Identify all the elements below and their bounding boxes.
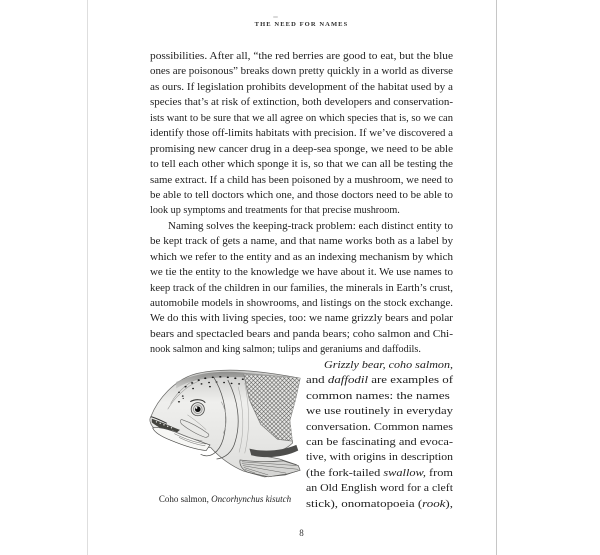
figure-caption [148, 494, 302, 504]
text-segment: can be fascinating and evoca- [306, 436, 453, 448]
figure-coho-salmon [148, 366, 302, 504]
text-segment: Coho salmon, [158, 493, 212, 504]
text-segment: look up symptoms and treatments for that precise mushroom. [150, 205, 400, 217]
text-line [150, 342, 453, 357]
text-line [150, 203, 453, 218]
italic-text: Grizzly bear, coho salmon, [324, 359, 454, 371]
text-segment: (the fork-tailed [306, 467, 384, 479]
text-segment: from [425, 467, 454, 479]
text-line [306, 466, 453, 481]
text-line [150, 281, 453, 296]
text-segment: possibilities. After all, “the red berries are good to eat, but the blue [150, 51, 454, 62]
text-segment: as ours. If legislation prohibits development of the habitat used by a [150, 81, 453, 93]
text-segment: ), [445, 498, 454, 510]
text-line [150, 188, 453, 203]
text-block [150, 49, 453, 515]
text-segment: nook salmon and king salmon; tulips and geraniums and daffodils. [150, 344, 421, 356]
text-line [306, 450, 453, 465]
paragraph-2 [150, 219, 453, 358]
italic-text: Oncorhynchus kisutch [211, 493, 292, 504]
text-line [150, 49, 453, 64]
text-segment: tive, with origins in description [306, 452, 453, 464]
text-segment: promising new cancer drug in a deep-sea sponge, we need to be able [150, 143, 453, 155]
text-line [150, 111, 453, 126]
text-segment: be able to tell doctors which one, and those doctors need to be able to [150, 189, 454, 201]
text-line [150, 64, 453, 79]
text-segment: be kept track of gets a name, and that name works both as a label by [150, 236, 454, 248]
text-line [150, 250, 453, 265]
text-segment: to tell each other which sponge it is, so that we can all be testing the [150, 159, 453, 171]
text-line [306, 373, 453, 388]
text-line [150, 296, 453, 311]
text-line [150, 142, 453, 157]
text-line [150, 95, 453, 110]
italic-text: swallow, [383, 467, 426, 479]
text-segment: an Old English word for a cleft [306, 483, 454, 495]
page-edge-left [87, 0, 88, 555]
page-number: 8 [299, 528, 304, 538]
text-line [306, 435, 453, 450]
text-line [150, 80, 453, 95]
text-segment: We do this with living species, too: we name grizzly bears and polar [150, 313, 454, 325]
text-line [150, 173, 453, 188]
text-line [306, 358, 453, 373]
text-segment: we use routinely in everyday [306, 406, 454, 418]
text-segment: conversation. Common names [306, 421, 454, 433]
text-segment: stick), onomatopoeia ( [306, 498, 423, 510]
text-line [306, 481, 453, 496]
paragraph-3 [150, 358, 453, 515]
text-line [150, 219, 453, 234]
coho-salmon-illustration [148, 366, 302, 490]
text-line [306, 404, 453, 419]
text-segment: common names: the names [306, 390, 450, 402]
text-segment: we tie the entity to the knowledge we have about it. We use names to [150, 267, 454, 279]
fish-pectoral-fin [240, 460, 300, 477]
text-segment: identify those off-limits habitats with precision. If we’ve discovered a [150, 128, 453, 140]
text-segment: and [306, 375, 328, 387]
text-segment: keep track of the children in our families, the minerals in Earth’s crust, [150, 282, 454, 294]
scan-artifact [273, 16, 278, 18]
italic-text: daffodil [327, 375, 369, 387]
running-head: THE NEED FOR NAMES [254, 21, 349, 28]
text-line [306, 420, 453, 435]
text-line [150, 311, 453, 326]
text-segment: Naming solves the keeping-track problem: each distinct entity to [168, 220, 454, 232]
text-segment: ists want to be sure that we all agree on which species that is, so we can [150, 112, 454, 124]
text-segment: are examples of [368, 375, 454, 387]
text-line [150, 126, 453, 141]
text-segment: bears and spectacled bears and panda bears; coho salmon and Chi- [150, 328, 454, 340]
text-segment: ones are poisonous” breaks down pretty quickly in a world as diverse [150, 66, 453, 78]
text-segment: same extract. If a child has been poisoned by a mushroom, we need to [150, 174, 454, 186]
text-line [306, 497, 453, 512]
text-segment: species that’s at risk of extinction, both developers and conservation- [150, 97, 454, 109]
paragraph-1 [150, 49, 453, 219]
text-segment: automobile models in showrooms, and listings on the stock exchange. [150, 298, 454, 309]
page-edge-right [496, 0, 497, 555]
italic-text: rook [422, 498, 446, 510]
text-line [150, 157, 453, 172]
text-line [306, 389, 453, 404]
text-segment: which we refer to the entity and as an indexing mechanism by which [150, 251, 453, 263]
text-line [150, 327, 453, 342]
text-line [150, 265, 453, 280]
text-line [150, 234, 453, 249]
